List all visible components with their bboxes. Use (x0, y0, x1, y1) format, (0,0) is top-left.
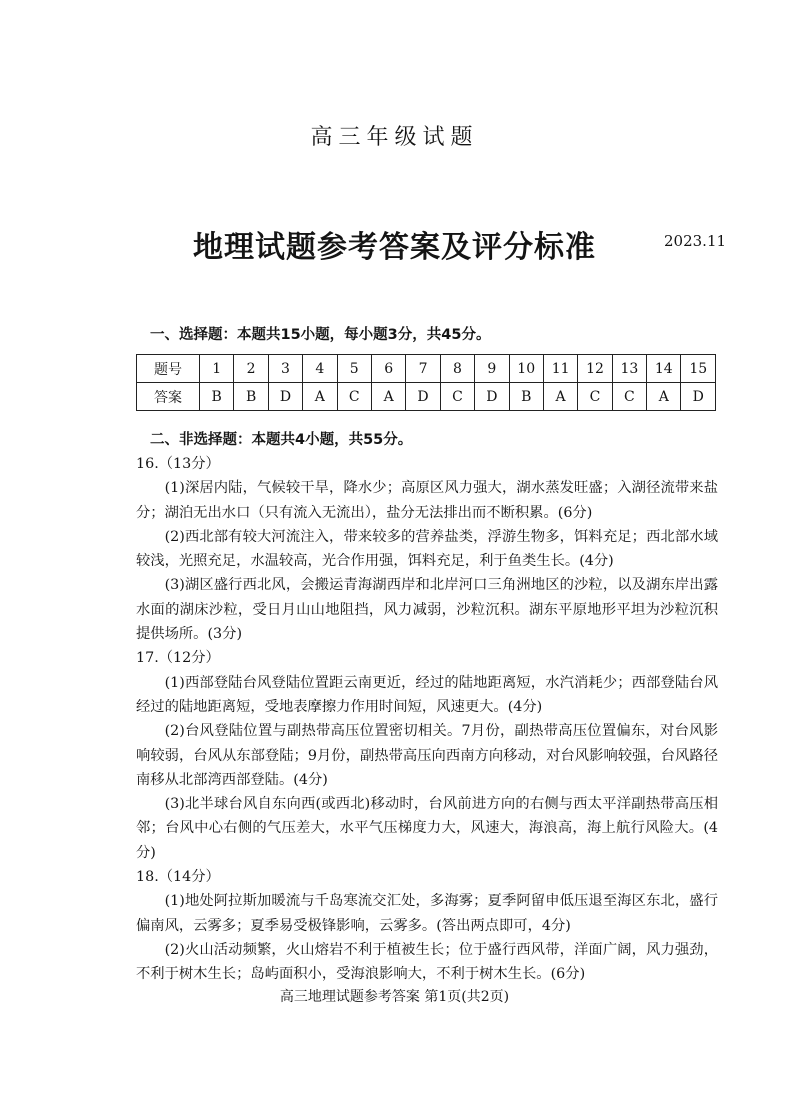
answer-cell: C (612, 383, 646, 411)
question-number: 1 (200, 355, 234, 383)
answer-table (136, 354, 716, 411)
answer-row (137, 383, 716, 411)
question-number: 9 (475, 355, 509, 383)
question-number: 8 (440, 355, 474, 383)
question-17-part-3: (3)北半球台风自东向西(或西北)移动时，台风前进方向的右侧与西太平洋副热带高压相邻；台风中心右侧的气压差大，水平气压梯度力大，风速大，海浪高，海上航行风险大。(4分) (136, 796, 718, 861)
page-footer: 高三地理试题参考答案 第1页(共2页) (279, 989, 510, 1005)
exam-grade-title: 高三年级试题 (310, 125, 479, 150)
section2-heading: 二、非选择题：本题共4小题，共55分。 (150, 432, 413, 448)
question-17-label: 17.（12分） (136, 650, 220, 667)
row-label-number: 题号 (137, 355, 200, 383)
question-number: 12 (578, 355, 612, 383)
question-number: 4 (303, 355, 337, 383)
section1-heading: 一、选择题：本题共15小题，每小题3分，共45分。 (150, 327, 491, 343)
question-number: 10 (509, 355, 543, 383)
answer-cell: A (371, 383, 405, 411)
question-18-part-2: (2)火山活动频繁，火山熔岩不利于植被生长；位于盛行西风带，洋面广阔，风力强劲，不利于树木生长；岛屿面积小，受海浪影响大，不利于树木生长。(6分) (136, 941, 718, 983)
question-number: 5 (337, 355, 371, 383)
question-number: 14 (647, 355, 681, 383)
question-16-part-3: (3)湖区盛行西北风，会搬运青海湖西岸和北岸河口三角洲地区的沙粒，以及湖东岸出露水面的湖床沙粒，受日月山山地阻挡，风力减弱，沙粒沉积。湖东平原地形平坦为沙粒沉积提供场所。(3分) (136, 577, 718, 643)
question-18-label: 18.（14分） (136, 869, 220, 886)
answer-cell: B (234, 383, 268, 411)
question-16-part-1: (1)深居内陆，气候较干旱，降水少；高原区风力强大，湖水蒸发旺盛；入湖径流带来盐分；湖泊无出水口（只有流入无流出），盐分无法排出而不断积累。(6分) (136, 480, 718, 521)
row-label-answer: 答案 (137, 383, 200, 411)
question-16-part-2: (2)西北部有较大河流注入，带来较多的营养盐类，浮游生物多，饵料充足；西北部水域较浅，光照充足，水温较高，光合作用强，饵料充足，利于鱼类生长。(4分) (136, 528, 718, 570)
page-title: 地理试题参考答案及评分标准 (193, 230, 596, 265)
answer-body (136, 452, 718, 987)
answer-cell: D (681, 383, 716, 411)
answer-cell: C (440, 383, 474, 411)
question-16-label: 16.（13分） (136, 456, 220, 472)
answer-cell: A (647, 383, 681, 411)
exam-date: 2023.11 (664, 232, 727, 250)
question-number: 11 (543, 355, 577, 383)
answer-cell: D (406, 383, 440, 411)
question-17-part-1: (1)西部登陆台风登陆位置距云南更近，经过的陆地距离短，水汽消耗少；西部登陆台风经过的陆地距离短，受地表摩擦力作用时间短，风速更大。(4分) (136, 674, 718, 715)
answer-cell: D (268, 383, 302, 411)
question-number: 6 (371, 355, 405, 383)
answer-cell: C (337, 383, 371, 411)
answer-cell: A (303, 383, 337, 411)
question-18-part-1: (1)地处阿拉斯加暖流与千岛寒流交汇处，多海雾；夏季阿留申低压退至海区东北，盛行偏南风，云雾多；夏季易受极锋影响，云雾多。(答出两点即可，4分) (136, 893, 718, 934)
answer-cell: D (475, 383, 509, 411)
answer-cell: C (578, 383, 612, 411)
answer-cell: B (200, 383, 234, 411)
question-number: 2 (234, 355, 268, 383)
question-17-part-2: (2)台风登陆位置与副热带高压位置密切相关。7月份，副热带高压位置偏东，对台风影响较弱，台风从东部登陆；9月份，副热带高压向西南方向移动，对台风影响较强，台风路径南移从北部湾西部登陆。(4分) (136, 723, 718, 788)
answer-cell: A (543, 383, 577, 411)
question-number: 3 (268, 355, 302, 383)
question-number-row (137, 355, 716, 383)
question-number: 7 (406, 355, 440, 383)
question-number: 13 (612, 355, 646, 383)
question-number: 15 (681, 355, 716, 383)
answer-cell: B (509, 383, 543, 411)
